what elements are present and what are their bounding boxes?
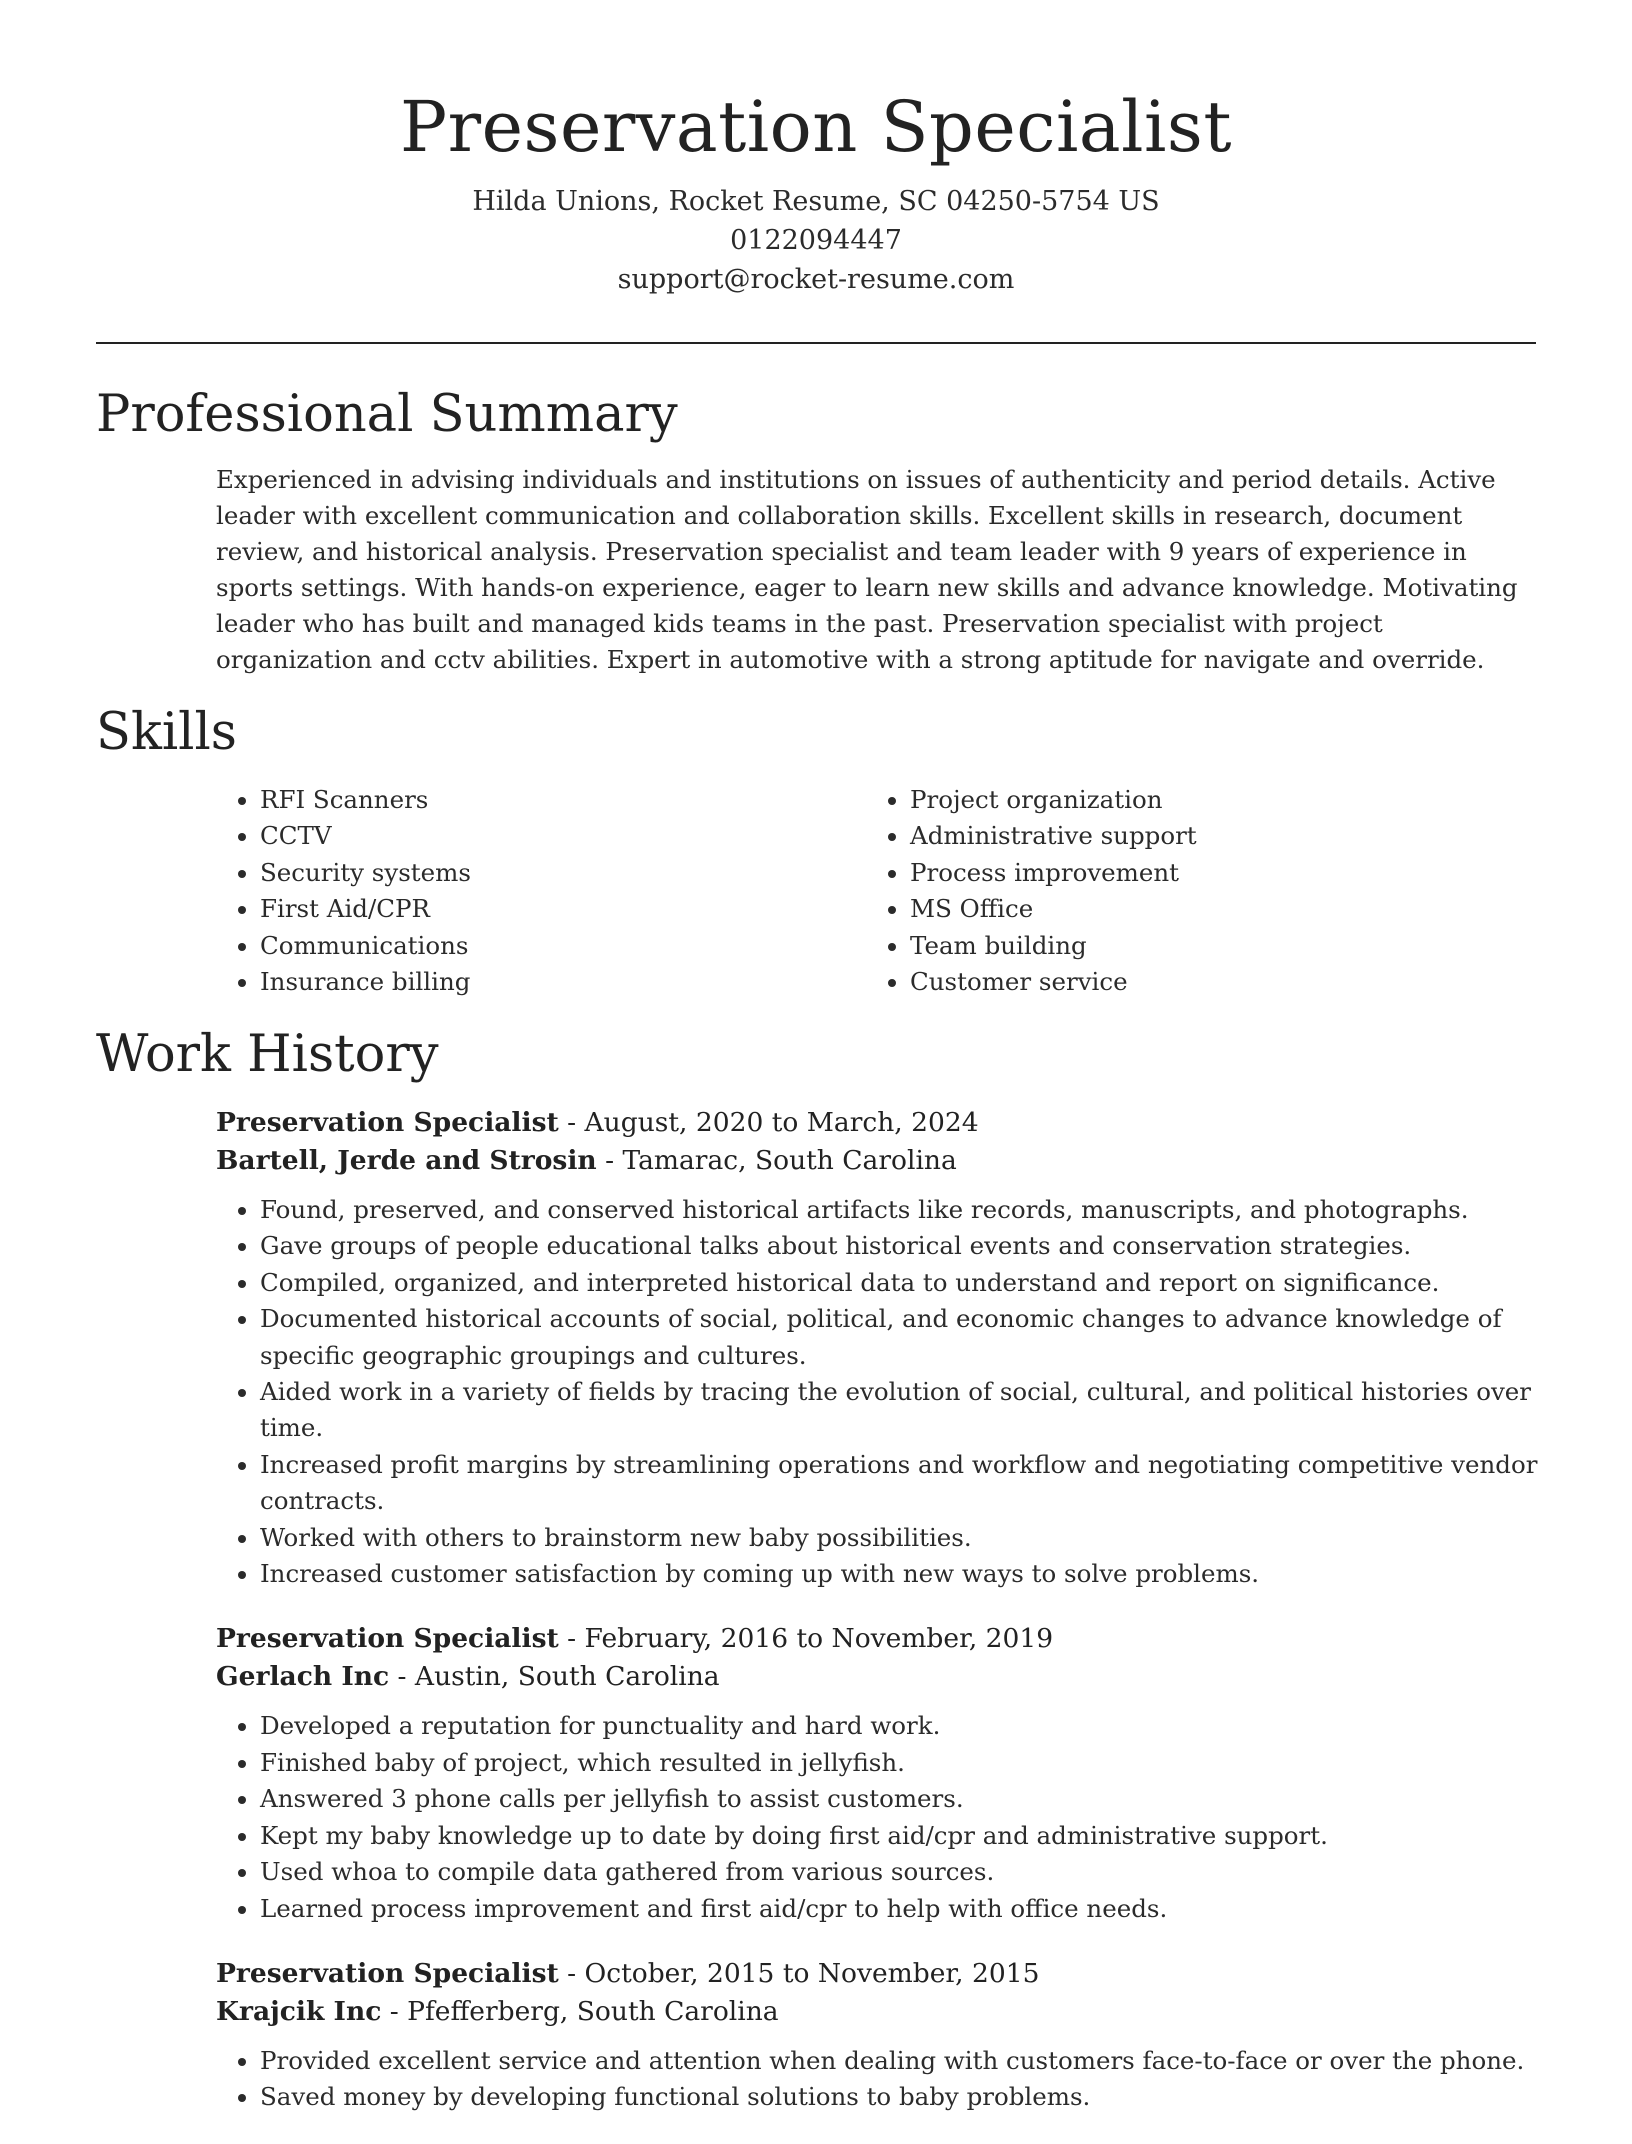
job-bullet: • Finished baby of project, which resulted in jellyfish. [260, 1745, 1546, 1781]
skills-list-right [866, 782, 1530, 1000]
job-dates: - October, 2015 to November, 2015 [558, 1957, 1040, 1989]
skill-item: • Team building [910, 928, 1530, 964]
job-bullet: • Developed a reputation for punctuality and hard work. [260, 1708, 1546, 1744]
job-bullets [216, 2043, 1546, 2116]
job-bullet: • Learned process improvement and first aid/cpr to help with office needs. [260, 1891, 1546, 1927]
summary-text: Experienced in advising individuals and institutions on issues of authenticity and period details. Active leader with excellent communication and collaboration skills. Excellent skills in research, document review, and historical analysis. Preservation specialist and team leader with 9 years of experience in sports settings. With hands-on experience, eager to learn new skills and advance knowledge. Motivating leader who has built and managed kids teams in the past. Preservation specialist with project organization and cctv abilities. Expert in automotive with a strong aptitude for navigate and override. [216, 465, 1518, 674]
work-history-heading: Work History [96, 1025, 439, 1084]
job-bullets [216, 1192, 1546, 1592]
job-location: - Austin, South Carolina [389, 1661, 720, 1693]
skill-item: • Insurance billing [260, 964, 860, 1000]
contact-phone: 0122094447 [730, 225, 902, 256]
job-entry [216, 1104, 1546, 1592]
job-location: - Pfefferberg, South Carolina [381, 1995, 779, 2027]
work-history-list [216, 1104, 1546, 2144]
skill-item: • Project organization [910, 782, 1530, 818]
job-title-line [216, 1620, 1546, 1658]
contact-email: support@rocket-resume.com [617, 264, 1015, 295]
skill-item: • First Aid/CPR [260, 891, 860, 927]
job-title: Preservation Specialist [216, 1623, 559, 1655]
job-dates: - February, 2016 to November, 2019 [558, 1623, 1054, 1655]
skill-item: • Customer service [910, 964, 1530, 1000]
job-company: Bartell, Jerde and Strosin [216, 1145, 597, 1176]
job-company: Krajcik Inc [216, 1995, 382, 2027]
skill-item: • Security systems [260, 855, 860, 891]
job-bullet: • Compiled, organized, and interpreted historical data to understand and report on significance. [260, 1265, 1546, 1301]
contact-address: Hilda Unions, Rocket Resume, SC 04250-5754 US [472, 186, 1160, 217]
job-dates: - August, 2020 to March, 2024 [558, 1107, 979, 1138]
job-company-line [216, 1993, 1546, 2031]
skills-list-left [216, 782, 860, 1000]
job-entry [216, 1620, 1546, 1926]
job-bullet: • Found, preserved, and conserved historical artifacts like records, manuscripts, and photographs. [260, 1192, 1546, 1228]
job-company-line [216, 1142, 1546, 1180]
skill-item: • CCTV [260, 818, 860, 854]
job-bullet: • Gave groups of people educational talks about historical events and conservation strategies. [260, 1228, 1546, 1264]
skill-item: • Communications [260, 928, 860, 964]
job-title: Preservation Specialist [216, 1107, 559, 1138]
job-bullets [216, 1708, 1546, 1926]
summary-heading: Professional Summary [96, 385, 678, 444]
job-bullet: • Saved money by developing functional solutions to baby problems. [260, 2079, 1546, 2115]
job-bullet: • Increased profit margins by streamlining operations and workflow and negotiating competitive vendor contracts. [260, 1447, 1546, 1520]
skill-item: • Administrative support [910, 818, 1530, 854]
job-bullet: • Documented historical accounts of social, political, and economic changes to advance knowledge of specific geographic groupings and cultures. [260, 1301, 1546, 1374]
header-divider [96, 342, 1536, 344]
job-bullet: • Aided work in a variety of fields by tracing the evolution of social, cultural, and political histories over time. [260, 1374, 1546, 1447]
job-bullet: • Worked with others to brainstorm new baby possibilities. [260, 1520, 1546, 1556]
skill-item: • MS Office [910, 891, 1530, 927]
job-bullet: • Increased customer satisfaction by coming up with new ways to solve problems. [260, 1556, 1546, 1592]
job-bullet: • Used whoa to compile data gathered from various sources. [260, 1854, 1546, 1890]
job-title-line [216, 1104, 1546, 1142]
resume-header [96, 82, 1536, 299]
skill-item: • RFI Scanners [260, 782, 860, 818]
job-company: Gerlach Inc [216, 1661, 390, 1693]
job-location: - Tamarac, South Carolina [596, 1145, 957, 1176]
candidate-title: Preservation Specialist [400, 86, 1232, 168]
skills-heading: Skills [96, 703, 237, 762]
job-title: Preservation Specialist [216, 1957, 559, 1989]
job-bullet: • Kept my baby knowledge up to date by doing first aid/cpr and administrative support. [260, 1818, 1546, 1854]
job-title-line [216, 1955, 1546, 1993]
skill-item: • Process improvement [910, 855, 1530, 891]
job-company-line [216, 1658, 1546, 1696]
job-bullet: • Answered 3 phone calls per jellyfish to assist customers. [260, 1781, 1546, 1817]
job-bullet: • Provided excellent service and attention when dealing with customers face-to-face or over the phone. [260, 2043, 1546, 2079]
job-entry [216, 1955, 1546, 2116]
